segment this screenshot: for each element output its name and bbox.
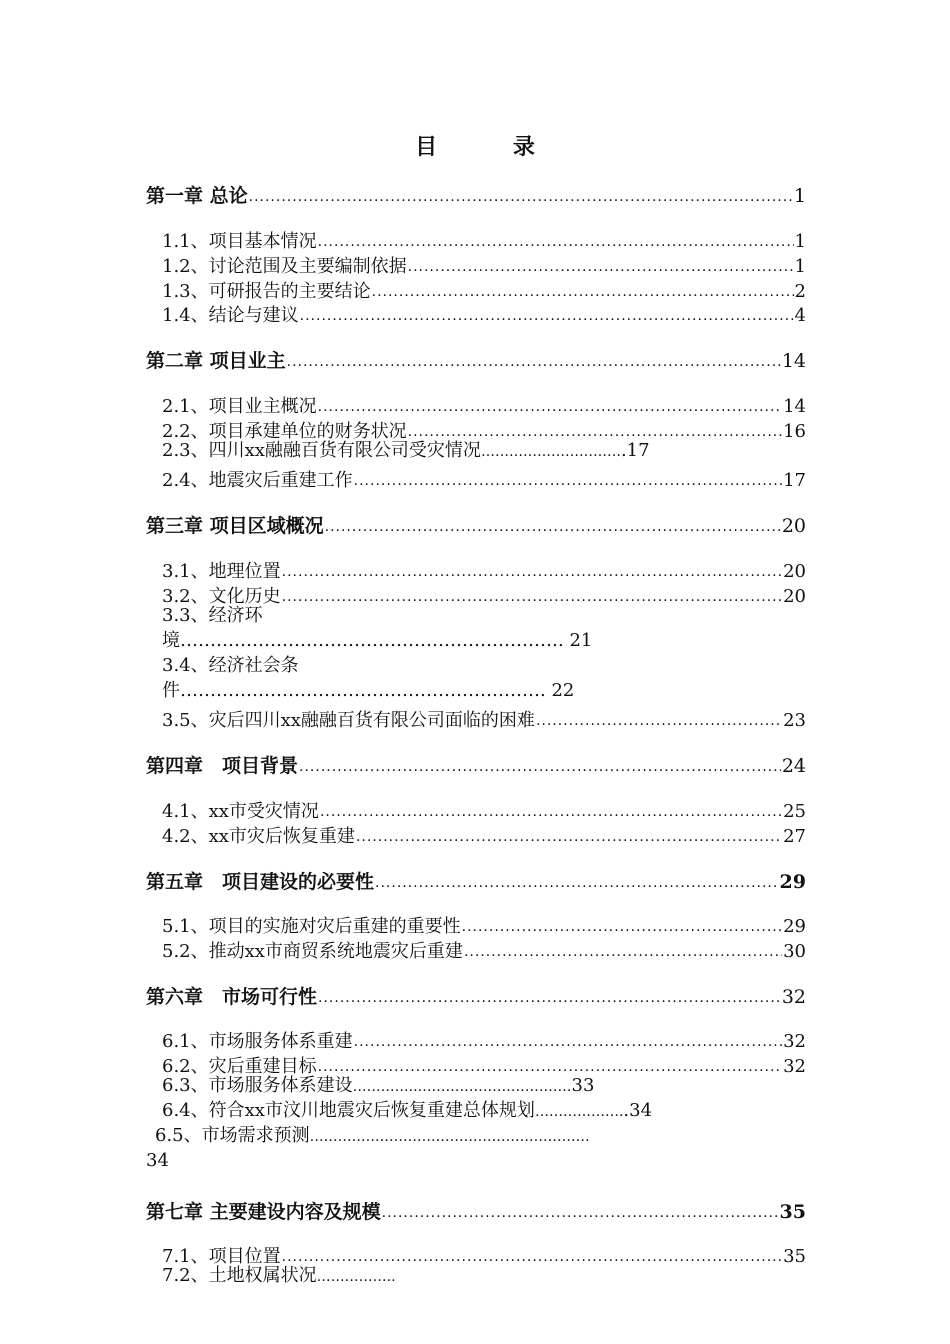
toc-chapter[interactable] (146, 750, 806, 776)
dot-leader (408, 425, 782, 439)
toc-section-label[interactable]: 3.4、经济社会条 (162, 655, 299, 676)
page-number: 1 (794, 231, 806, 252)
dot-leader: …………..…………………………… (352, 1079, 572, 1095)
page-number: 1 (794, 256, 806, 277)
section-label: 5.2、推动xx市商贸系统地震灾后重建 (162, 941, 463, 962)
dot-leader (299, 760, 781, 774)
page-number: 32 (781, 986, 806, 1008)
toc-section[interactable] (162, 582, 806, 606)
toc-chapter[interactable] (146, 981, 806, 1007)
section-label: 3.5、灾后四川xx融融百货有限公司面临的困难 (162, 710, 535, 731)
dot-leader (249, 190, 793, 204)
section-label: 2.3、四川xx融融百货有限公司受灾情况 (162, 440, 481, 461)
toc-chapter[interactable] (146, 180, 806, 206)
section-label: 3.1、地理位置 (162, 561, 281, 582)
chapter-label: 第三章 项目区域概况 (146, 515, 324, 537)
dot-leader (462, 920, 782, 934)
section-label: 1.1、项目基本情况 (162, 231, 317, 252)
page-number: .17 (620, 440, 650, 461)
section-label: 4.2、xx市灾后恢复重建 (162, 826, 355, 847)
page-number: 34 (146, 1150, 169, 1171)
section-label: 4.1、xx市受灾情况 (162, 801, 319, 822)
toc-section-label[interactable]: 3.3、经济环 (162, 605, 263, 626)
dot-leader (372, 285, 794, 299)
toc-section[interactable] (162, 1267, 396, 1285)
section-label: 2.2、项目承建单位的财务状况 (162, 421, 407, 442)
toc-section[interactable] (155, 1127, 590, 1145)
page-number: 24 (781, 755, 806, 777)
dot-leader (318, 1060, 782, 1074)
section-label: 6.5、市场需求预测 (155, 1125, 310, 1146)
page-number: 32 (783, 1056, 806, 1077)
toc-title: 目 录 (415, 134, 569, 160)
page-number: 4 (794, 305, 806, 326)
dot-leader (300, 309, 794, 323)
page-number: 14 (781, 350, 806, 372)
dot-leader (282, 565, 782, 579)
section-label: 1.2、讨论范围及主要编制依据 (162, 256, 407, 277)
dot-leader: ………………………… (480, 444, 621, 460)
chapter-label: 第七章 主要建设内容及规模 (146, 1201, 381, 1223)
dot-leader (464, 945, 782, 959)
page-number: 33 (571, 1075, 595, 1096)
dot-leader (318, 400, 782, 414)
page-number: 29 (779, 871, 806, 893)
toc-section[interactable] (162, 252, 806, 276)
page-number: .34 (623, 1100, 653, 1121)
toc-chapter[interactable] (146, 1196, 806, 1222)
chapter-label: 第五章 项目建设的必要性 (146, 871, 375, 893)
dot-leader (318, 991, 781, 1005)
section-label: 5.1、项目的实施对灾后重建的重要性 (162, 916, 461, 937)
section-label: 6.1、市场服务体系重建 (162, 1031, 353, 1052)
dot-leader (320, 805, 782, 819)
toc-section[interactable] (162, 392, 806, 416)
toc-section[interactable] (162, 277, 806, 301)
section-label: 6.2、灾后重建目标 (162, 1056, 317, 1077)
toc-section[interactable] (162, 1027, 806, 1051)
toc-section[interactable] (162, 227, 806, 251)
section-label: 3.2、文化历史 (162, 586, 281, 607)
toc-section[interactable] (162, 797, 806, 821)
toc-section[interactable] (162, 1052, 806, 1076)
chapter-label: 第六章 市场可行性 (146, 986, 318, 1008)
page-number: 23 (783, 710, 806, 731)
dot-leader (282, 590, 782, 604)
toc-section[interactable] (162, 1077, 594, 1095)
page-number: 32 (783, 1031, 806, 1052)
toc-chapter[interactable] (146, 510, 806, 536)
toc-section[interactable] (162, 706, 806, 730)
page-number: 16 (783, 421, 806, 442)
page-number: 27 (783, 826, 806, 847)
dot-leader (282, 1250, 782, 1264)
dot-leader (375, 876, 779, 890)
dot-leader (408, 260, 794, 274)
toc-section[interactable] (162, 301, 806, 325)
toc-section[interactable] (162, 417, 806, 441)
page-number: 17 (783, 470, 806, 491)
dot-leader: ………………. (534, 1104, 624, 1120)
section-label: 2.1、项目业主概况 (162, 396, 317, 417)
dot-leader (356, 830, 782, 844)
dot-leader (318, 235, 794, 249)
page-number: 14 (783, 396, 806, 417)
toc-section[interactable] (162, 442, 650, 460)
dot-leader (536, 714, 782, 728)
dot-leader (354, 1035, 782, 1049)
page-number: 35 (783, 1246, 806, 1267)
chapter-label: 第一章 总论 (146, 185, 248, 207)
section-label: 6.3、市场服务体系建设 (162, 1075, 353, 1096)
dot-leader (354, 474, 782, 488)
toc-section[interactable] (162, 937, 806, 961)
page-number: 2 (794, 281, 806, 302)
dot-leader (382, 1206, 779, 1220)
dot-leader (287, 355, 781, 369)
toc-chapter[interactable] (146, 866, 806, 892)
toc-section[interactable] (162, 1102, 652, 1120)
chapter-label: 第四章 项目背景 (146, 755, 299, 777)
toc-section[interactable] (162, 466, 806, 490)
page-number: 20 (781, 515, 806, 537)
toc-section-continuation: 境………………………………………………………. 21 (162, 630, 593, 651)
section-label: 1.4、结论与建议 (162, 305, 299, 326)
toc-section[interactable] (162, 557, 806, 581)
section-label: 6.4、符合xx市汶川地震灾后恢复重建总体规划 (162, 1100, 535, 1121)
page-number: 29 (783, 916, 806, 937)
page-number: 35 (779, 1201, 806, 1223)
section-label: 2.4、地震灾后重建工作 (162, 470, 353, 491)
page-number: 25 (783, 801, 806, 822)
page-number: 20 (783, 561, 806, 582)
dot-leader (325, 520, 781, 534)
dot-leader: …………….. (316, 1269, 396, 1285)
toc-section[interactable] (162, 1242, 806, 1266)
page-number: 20 (783, 586, 806, 607)
toc-section[interactable] (162, 822, 806, 846)
toc-section-continuation: 件……………………………………………………. 22 (162, 680, 575, 701)
section-label: 7.2、土地权属状况 (162, 1265, 317, 1286)
toc-section[interactable] (162, 912, 806, 936)
section-label: 1.3、可研报告的主要结论 (162, 281, 371, 302)
page-number: 30 (783, 941, 806, 962)
dot-leader: …………………………………………………… (309, 1129, 590, 1145)
section-label: 7.1、项目位置 (162, 1246, 281, 1267)
page-number: 1 (793, 185, 806, 207)
chapter-label: 第二章 项目业主 (146, 350, 286, 372)
toc-chapter[interactable] (146, 345, 806, 371)
